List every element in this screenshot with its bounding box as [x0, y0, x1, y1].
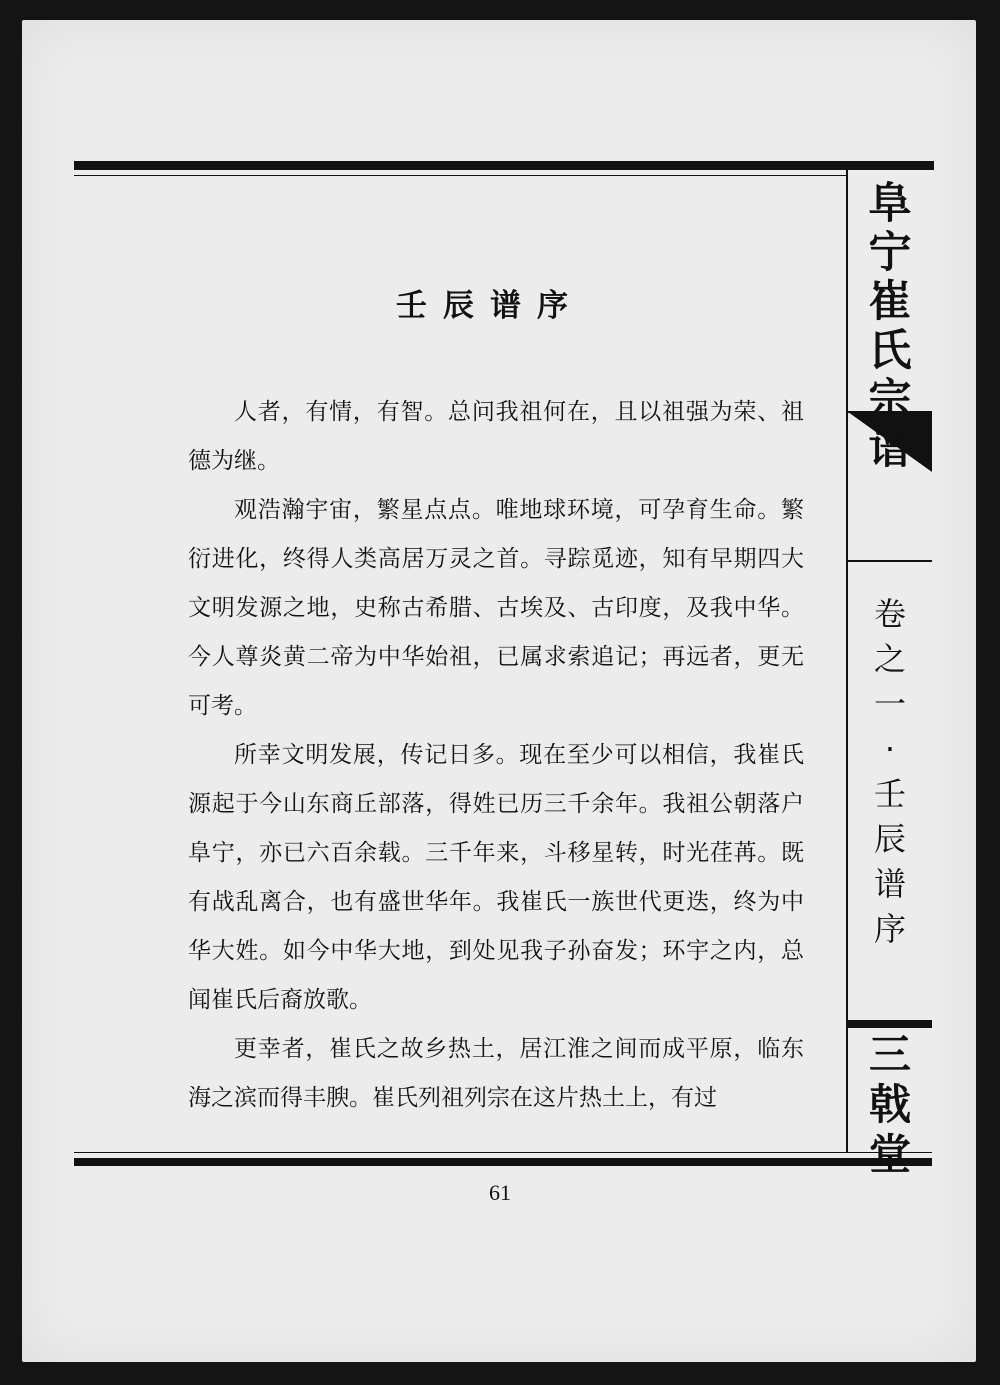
vertical-char: ·	[884, 730, 896, 768]
paragraph: 人者，有情，有智。总问我祖何在，且以祖强为荣、祖德为继。	[188, 399, 804, 474]
vertical-char: 宁	[868, 228, 912, 278]
page-title: 壬辰谱序	[396, 288, 584, 324]
vertical-char: 阜	[868, 179, 912, 229]
body-text	[188, 388, 804, 1123]
vertical-char: 谱	[873, 865, 906, 903]
vertical-char: 壬	[873, 775, 906, 813]
vertical-char: 崔	[868, 277, 912, 327]
vertical-char: 戟	[868, 1080, 911, 1129]
book-title-vertical	[848, 180, 932, 474]
chapter-title-vertical	[848, 592, 932, 952]
vertical-char: 卷	[873, 595, 906, 633]
hall-name-vertical	[848, 1030, 932, 1180]
vertical-char: 堂	[868, 1130, 911, 1179]
bottom-border-thin	[74, 1152, 932, 1153]
top-border-thick	[74, 161, 934, 170]
vertical-char: 之	[873, 640, 906, 678]
vertical-char: 一	[873, 685, 906, 723]
sidebar-rule-2	[846, 560, 932, 562]
sidebar-rule-3	[846, 1020, 932, 1028]
bottom-border-thick	[74, 1158, 932, 1166]
vertical-char: 序	[873, 910, 906, 948]
page-number: 61	[489, 1180, 511, 1205]
vertical-char: 三	[868, 1030, 911, 1079]
vertical-char: 辰	[873, 820, 906, 858]
vertical-char: 谱	[868, 424, 912, 474]
vertical-char: 宗	[868, 375, 912, 425]
paragraph: 更幸者，崔氏之故乡热土，居江淮之间而成平原，临东海之滨而得丰腴。崔氏列祖列宗在这片热土上，有过	[188, 1036, 804, 1111]
vertical-char: 氏	[868, 326, 912, 376]
paragraph: 所幸文明发展，传记日多。现在至少可以相信，我崔氏源起于今山东商丘部落，得姓已历三千余年。我祖公朝落户阜宁，亦已六百余载。三千年来，斗移星转，时光荏苒。既有战乱离合，也有盛世华年。我崔氏一族世代更迭，终为中华大姓。如今中华大地，到处见我子孙奋发；环宇之内，总闻崔氏后裔放歌。	[188, 742, 804, 1013]
top-border-thin	[74, 175, 846, 176]
paragraph: 观浩瀚宇宙，繁星点点。唯地球环境，可孕育生命。繁衍进化，终得人类高居万灵之首。寻踪觅迹，知有早期四大文明发源之地，史称古希腊、古埃及、古印度，及我中华。今人尊炎黄二帝为中华始祖，已属求索追记；再远者，更无可考。	[188, 497, 804, 719]
